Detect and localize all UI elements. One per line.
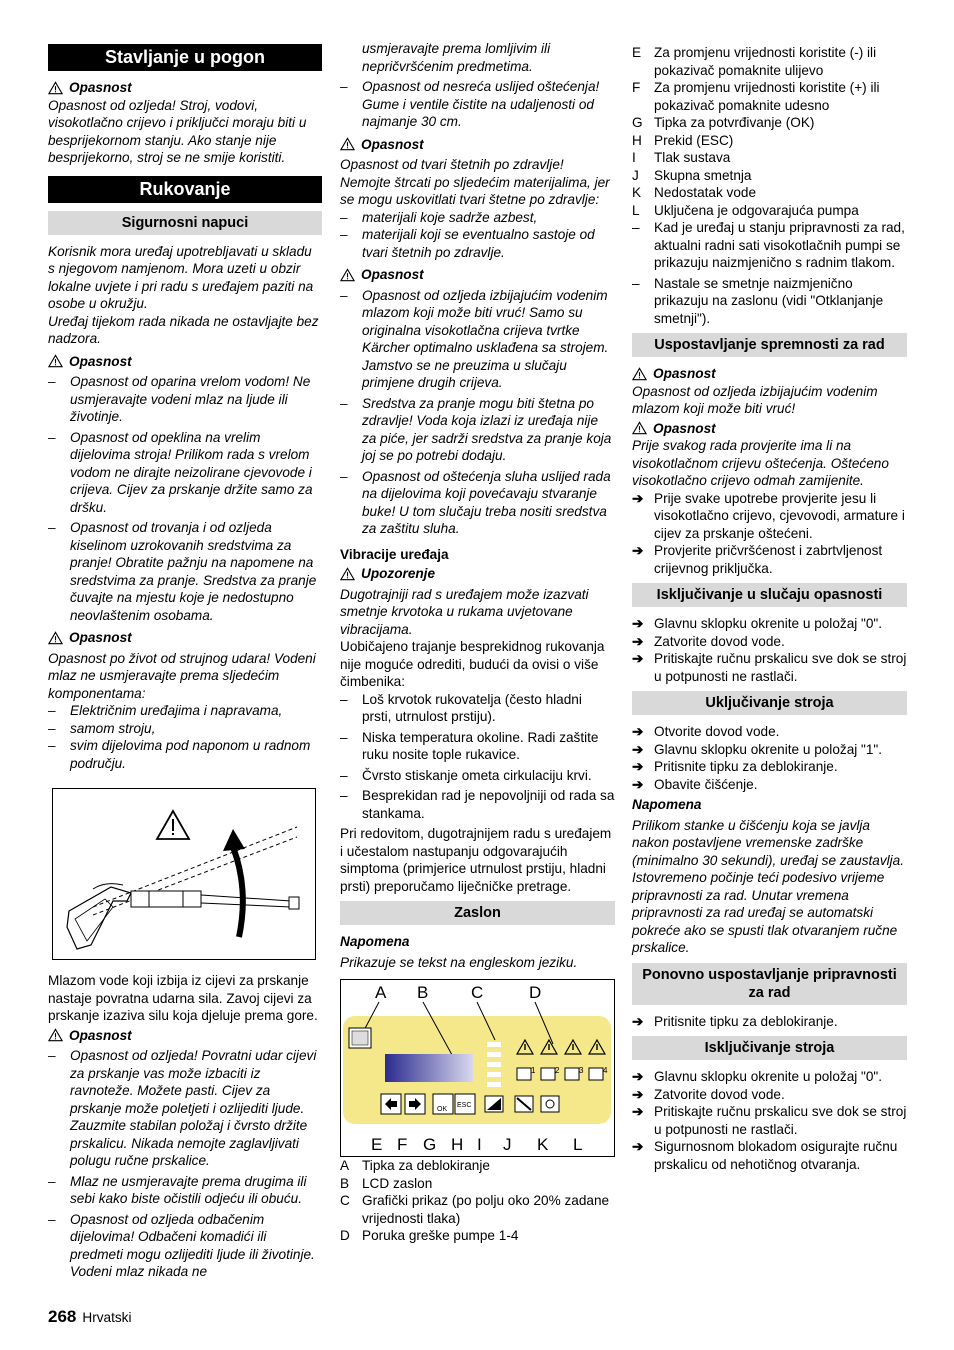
arrow-icon: ➔ [632, 724, 644, 739]
section-heading-start: Stavljanje u pogon [48, 44, 322, 71]
step-item: ➔ Glavnu sklopku okrenite u položaj "0". [632, 1069, 883, 1084]
warning-icon [632, 367, 647, 381]
arrow-icon: ➔ [632, 490, 644, 506]
subsection-heading: Zaslon [340, 901, 615, 925]
list-item: – Mlaz ne usmjeravajte prema drugima ili sebi kako biste očistili odjeću ili obuću. [48, 1173, 307, 1206]
spray-gun-figure [52, 788, 316, 960]
warning-icon [48, 81, 63, 95]
warning-icon [48, 631, 63, 645]
language-label: Hrvatski [82, 1310, 132, 1325]
warning-label: Opasnost [632, 420, 907, 438]
warning-label: Opasnost [340, 136, 615, 154]
paragraph: Prije svakog rada provjerite ima li na visokotlačnom crijevu oštećenja. Oštećeno visokotlačno crijevo odmah zamijenite. [632, 438, 889, 488]
subsection-heading: Isključivanje u slučaju opasnosti [632, 583, 907, 607]
list-item: – Sredstva za pranje mogu biti štetna po zdravlje! Voda koja izlazi iz uređaja nije za piće, jer sadrži sredstva za pranje koja joj se po potrebi dodaju. [340, 395, 612, 463]
legend-item: B LCD zaslon [340, 1175, 433, 1191]
paragraph: Uređaj tijekom rada nikada ne ostavljajte bez nadzora. [48, 313, 319, 346]
note-label: Napomena [632, 797, 702, 812]
warning-label: Upozorenje [340, 565, 615, 583]
svg-text:A: A [375, 983, 387, 1002]
legend-item: E Za promjenu vrijednosti koristite (-) ili pokazivač pomaknite ulijevo [632, 45, 877, 78]
step-item: ➔ Zatvorite dovod vode. [632, 633, 785, 649]
paragraph: Uobičajeno trajanje besprekidnog rukovanja nije moguće odrediti, budući da ovisi o više čimbenika: [340, 639, 605, 689]
arrow-icon: ➔ [632, 633, 644, 649]
svg-text:3: 3 [579, 1066, 584, 1075]
subsection-heading: Uspostavljanje spremnosti za rad [632, 333, 907, 357]
step-item: ➔ Sigurnosnom blokadom osigurajte ručnu prskalicu od nehotičnog otvaranja. [632, 1139, 898, 1172]
svg-text:D: D [529, 983, 542, 1002]
paragraph: Opasnost od ozljeda! Stroj, vodovi, visokotlačno crijevo i priključci moraju biti u besprijekornom stanju. Ako stanje nije besprijekorno, stroj se ne smije koristiti. [48, 97, 307, 165]
note-label: Napomena [340, 934, 410, 949]
legend-item: C Grafički prikaz (po polju oko 20% zadane vrijednosti tlaka) [340, 1193, 610, 1226]
paragraph: Opasnost od ozljeda izbijajućim vodenim mlazom koji može biti vruć! [632, 383, 878, 416]
arrow-icon: ➔ [632, 759, 644, 774]
arrow-icon: ➔ [632, 616, 644, 631]
column-left [48, 44, 322, 1281]
svg-text:2: 2 [555, 1066, 560, 1075]
svg-text:ESC: ESC [457, 1102, 472, 1109]
arrow-icon: ➔ [632, 1013, 644, 1029]
list-item: – Nastale se smetnje naizmjenično prikazuju na zaslonu (vidi "Otklanjanje smetnji"). [632, 275, 884, 326]
spray-gun-illustration [53, 789, 315, 959]
warning-icon [340, 567, 355, 581]
arrow-icon: ➔ [632, 1086, 644, 1102]
list-item: – Besprekidan rad je nepovoljniji od rada sa stankama. [340, 788, 615, 821]
arrow-icon: ➔ [632, 1104, 644, 1119]
step-item: ➔ Provjerite pričvršćenost i zabrtvljenost crijevnog priključka. [632, 543, 883, 576]
list-item: – Loš krvotok rukovatelja (često hladni prsti, utrnulost prstiju). [340, 691, 582, 724]
control-panel-diagram [340, 979, 615, 1157]
subsection-heading: Ponovno uspostavljanje pripravnosti za rad [632, 963, 907, 1005]
legend-item: K Nedostatak vode [632, 185, 757, 200]
list-item: – Opasnost od oštećenja sluha uslijed rada na dijelovima koji povećavaju stvaranje buke! U tom slučaju treba nositi sredstva za zaštitu sluha. [340, 468, 611, 536]
list-item: – Niska temperatura okoline. Radi zaštite ruku nosite tople rukavice. [340, 729, 599, 762]
warning-label: Opasnost [340, 266, 615, 284]
warning-label: Opasnost [632, 365, 907, 383]
svg-text:J: J [503, 1135, 512, 1154]
warning-icon [632, 421, 647, 435]
paragraph: Dugotrajniji rad s uređajem može izazvati smetnje krvotoka u rukama uvjetovane vibracijama. [340, 586, 589, 637]
paragraph: Korisnik mora uređaj upotrebljavati u skladu s njegovom namjenom. Mora uzeti u obzir lokalne uvjete i pri radu s uređajem paziti na osobe u okružju. [48, 243, 314, 311]
svg-text:I: I [477, 1135, 482, 1154]
paragraph: Mlazom vode koji izbija iz cijevi za prskanje nastaje povratna udarna sila. Zavoj cijevi za prskanje izaziva silu koja djeluje prema gore. [48, 973, 318, 1023]
arrow-icon: ➔ [632, 1069, 644, 1084]
paragraph: Opasnost po život od strujnog udara! Vodeni mlaz ne usmjeravajte prema sljedećim komponentama: [48, 650, 316, 701]
legend-item: A Tipka za deblokiranje [340, 1158, 490, 1173]
warning-label: Opasnost [48, 353, 322, 371]
step-item: ➔ Glavnu sklopku okrenite u položaj "1". [632, 741, 883, 757]
warning-icon [48, 1028, 63, 1042]
svg-text:F: F [397, 1135, 408, 1154]
page-footer [48, 1308, 131, 1327]
step-item: ➔ Obavite čišćenje. [632, 776, 758, 792]
section-heading-rukovanje: Rukovanje [48, 176, 322, 203]
list-item: – Opasnost od ozljeda izbijajućim vodenim mlazom koji može biti vruć! Samo su originalna visokotlačna crijeva tvrtke Kärcher optimalno usklađena sa strojem. Jamstvo se ne preuzima u slučaju primjene drugih crijeva. [340, 287, 609, 390]
paragraph: usmjeravajte prema lomljivim ili nepričvršćenim predmetima. [362, 41, 551, 74]
subheading-vibration: Vibracije uređaja [340, 546, 449, 562]
paragraph: Prikazuje se tekst na engleskom jeziku. [340, 954, 578, 970]
svg-text:E: E [371, 1135, 383, 1154]
list-item: – Električnim uređajima i napravama, [48, 703, 283, 718]
control-panel-svg [341, 980, 614, 1156]
list-item: – Opasnost od nesreća uslijed oštećenja! Gume i ventile čistite na udaljenosti od najmanje 30 cm. [340, 79, 600, 129]
list-item: – Opasnost od opeklina na vrelim dijelovima stroja! Prilikom rada s vrelom vodom ne dirajte neizolirane cjevovode i crijeva. Cijev za prskanje držite samo za dršku. [48, 429, 313, 515]
svg-text:1: 1 [531, 1066, 536, 1075]
svg-text:L: L [573, 1135, 583, 1154]
step-item: ➔ Otvorite dovod vode. [632, 724, 780, 739]
paragraph: Pri redovitom, dugotrajnijem radu s uređajem i učestalom nastupanju odgovarajućih simptoma (primjerice utrnulost prstiju, hladni prsti) preporučamo liječničke pretrage. [340, 826, 612, 894]
svg-text:C: C [471, 983, 484, 1002]
warning-icon [340, 268, 355, 282]
legend-item: F Za promjenu vrijednosti koristite (+) ili pokazivač pomaknite udesno [632, 80, 880, 113]
step-item: ➔ Pritiskajte ručnu prskalicu sve dok se stroj u potpunosti ne rastlači. [632, 651, 907, 684]
legend-item: L Uključena je odgovarajuća pumpa [632, 202, 859, 218]
arrow-icon: ➔ [632, 741, 644, 757]
list-item: – Opasnost od trovanja i od ozljeda kiselinom uzrokovanih sredstvima za pranje! Obratite pažnju na napomene na sredstvima za pranje. Sredstva za pranje čuvajte na mjestu koje je nedostupno neovlaštenim osobama. [48, 520, 317, 623]
warning-icon [340, 137, 355, 151]
legend-item: J Skupna smetnja [632, 167, 752, 183]
list-item: – materijali koje sadrže azbest, [340, 209, 538, 225]
arrow-icon: ➔ [632, 543, 644, 558]
list-item: – Opasnost od oparina vrelom vodom! Ne usmjeravajte vodeni mlaz na ljude ili životinje. [48, 374, 311, 424]
legend-item: D Poruka greške pumpe 1-4 [340, 1228, 519, 1243]
svg-text:H: H [451, 1135, 464, 1154]
step-item: ➔ Pritisnite tipku za deblokiranje. [632, 759, 838, 774]
list-item: – Čvrsto stiskanje ometa cirkulaciju krvi. [340, 767, 592, 783]
list-item: – samom stroju, [48, 720, 156, 736]
list-item: – Opasnost od ozljeda odbačenim dijelovima! Odbačeni komadići ili predmeti mogu ozlijediti ljude ili životinje. Vodeni mlaz nikada ne [48, 1211, 315, 1279]
list-item: – Kad je uređaj u stanju pripravnosti za rad, aktualni radni sati visokotlačnih pumpi se prikazuju naizmjenično s radnim tlakom. [632, 220, 905, 270]
page-number: 268 [48, 1307, 77, 1326]
arrow-icon: ➔ [632, 1139, 644, 1154]
subsection-heading: Isključivanje stroja [632, 1036, 907, 1060]
legend-item: H Prekid (ESC) [632, 132, 734, 148]
step-item: ➔ Zatvorite dovod vode. [632, 1086, 785, 1102]
svg-text:OK: OK [437, 1106, 448, 1113]
step-item: ➔ Pritiskajte ručnu prskalicu sve dok se stroj u potpunosti ne rastlači. [632, 1104, 907, 1137]
list-item: – svim dijelovima pod naponom u radnom području. [48, 738, 311, 771]
step-item: ➔ Pritisnite tipku za deblokiranje. [632, 1013, 838, 1029]
step-item: ➔ Glavnu sklopku okrenite u položaj "0". [632, 616, 883, 631]
arrow-icon: ➔ [632, 776, 644, 792]
subsection-heading: Sigurnosni napuci [48, 211, 322, 235]
subsection-heading: Uključivanje stroja [632, 691, 907, 715]
arrow-icon: ➔ [632, 651, 644, 666]
legend-item: G Tipka za potvrđivanje (OK) [632, 115, 815, 130]
svg-text:4: 4 [603, 1066, 608, 1075]
svg-text:K: K [537, 1135, 549, 1154]
warning-label: Opasnost [48, 1027, 322, 1045]
legend-item: I Tlak sustava [632, 150, 731, 165]
step-item: ➔ Prije svake upotrebe provjerite jesu li visokotlačno crijevo, cjevovodi, armature i cijev za prskanje oštećeni. [632, 490, 905, 541]
svg-text:G: G [423, 1135, 437, 1154]
warning-label: Opasnost [48, 79, 322, 97]
list-item: – Opasnost od ozljeda! Povratni udar cijevi za prskanje vas može izbaciti iz ravnoteže. Možete pasti. Cijev za prskanje može poletjeti i ozlijediti ljude. Zauzmite stabilan položaj i čvrsto držite prskalicu. Nikada nemojte zaglavljivati polugu ručne prskalice. [48, 1048, 317, 1168]
svg-text:B: B [417, 983, 429, 1002]
column-right [632, 44, 907, 1173]
warning-label: Opasnost [48, 629, 322, 647]
paragraph: Opasnost od tvari štetnih po zdravlje! Nemojte štrcati po sljedećim materijalima, jer se mogu uskovitlati tvari štetne po zdravlje: [340, 157, 610, 207]
warning-icon [48, 354, 63, 368]
list-item: – materijali koji se eventualno sastoje od tvari štetnih po zdravlje. [340, 227, 595, 260]
column-middle [340, 40, 615, 1245]
paragraph: Prilikom stanke u čišćenju koja se javlja nakon postavljene vremenske zadrške (minimalno 30 sekundi), uređaj se zaustavlja. Istovremeno počinje teći podesivo vrijeme pripravnosti za rad. Unutar vremena pripravnosti za rad uređaj se automatski pokreće ako se spusti tlak otvaranjem ručne prskalice. [632, 817, 905, 955]
